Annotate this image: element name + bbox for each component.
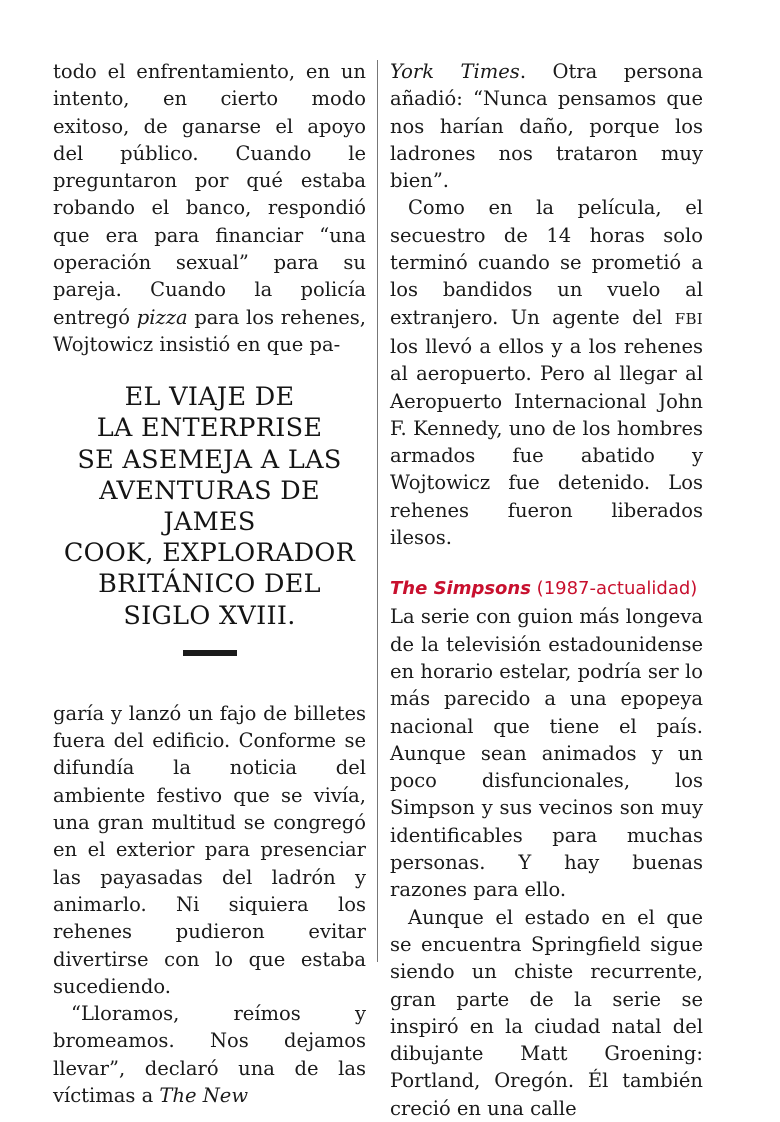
body-paragraph: garía y lanzó un fajo de billetes fuera del edificio. Conforme se difundía la noticia del ambiente festivo que se vivía, una gran multitud se congregó en el exterior para presenciar las payasadas del ladrón y animarlo. Ni siquiera los rehenes pudieron evitar divertirse con lo que estaba sucediendo. <box>53 701 366 998</box>
pull-quote-line: LA ENTERPRISE <box>96 413 323 444</box>
section-heading-years: (1987-actualidad) <box>530 578 698 600</box>
pull-quote-line: SE ASEMEJA A LAS <box>77 444 342 475</box>
section-heading-title: The Simpsons <box>390 578 531 600</box>
body-paragraph: York Times. Otra persona añadió: “Nunca pensamos que nos harían daño, porque los ladrones nos trataron muy bien”. <box>390 60 703 193</box>
right-column <box>390 58 703 1122</box>
acronym: FBI <box>674 309 703 328</box>
pull-quote-line: BRITÁNICO DEL <box>98 569 321 600</box>
pull-quote-rule <box>183 650 237 656</box>
pull-quote-line: COOK, EXPLORADOR <box>63 538 356 569</box>
pull-quote <box>53 382 366 632</box>
italic-title: York Times <box>390 60 520 83</box>
pull-quote-line: AVENTURAS DE JAMES <box>99 475 320 538</box>
pull-quote-line: EL VIAJE DE <box>124 382 295 413</box>
column-divider <box>377 60 378 962</box>
left-column <box>53 58 366 1109</box>
body-paragraph: Aunque el estado en el que se encuentra Springfield sigue siendo un chiste recurrente, gran parte de la serie se inspiró en la ciudad natal del dibujante Matt Groening: Portland, Oregón. Él también creció en una calle <box>390 905 703 1120</box>
italic-word: pizza <box>136 305 188 329</box>
section-heading <box>390 577 703 601</box>
body-paragraph: La serie con guion más longeva de la televisión estadounidense en horario estelar, podría ser lo más parecido a una epopeya nacional que tiene el país. Aunque sean animados y un poco disfuncionales, los Simpson y sus vecinos son muy identificables para muchas personas. Y hay buenas razones para ello. <box>390 605 703 902</box>
pull-quote-line: SIGLO XVIII. <box>123 600 296 631</box>
italic-title: The New <box>159 1084 249 1108</box>
body-paragraph: Como en la película, el secuestro de 14 horas solo terminó cuando se prometió a los bandidos un vuelo al extranjero. Un agente del FBI los llevó a ellos y a los rehenes al aeropuerto. Pero al llegar al Aeropuerto Internacional John F. Kennedy, uno de los hombres armados fue abatido y Wojtowicz fue detenido. Los rehenes fueron liberados ilesos. <box>390 196 703 550</box>
body-paragraph: “Lloramos, reímos y bromeamos. Nos dejamos llevar”, declaró una de las víctimas a The New <box>53 1002 366 1108</box>
body-paragraph: todo el enfrentamiento, en un intento, en cierto modo exitoso, de ganarse el apoyo del público. Cuando le preguntaron por qué estaba robando el banco, respondió que era para financiar “una operación sexual” para su pareja. Cuando la policía entregó pizza para los rehenes, Wojtowicz insistió en que pa- <box>53 60 367 356</box>
